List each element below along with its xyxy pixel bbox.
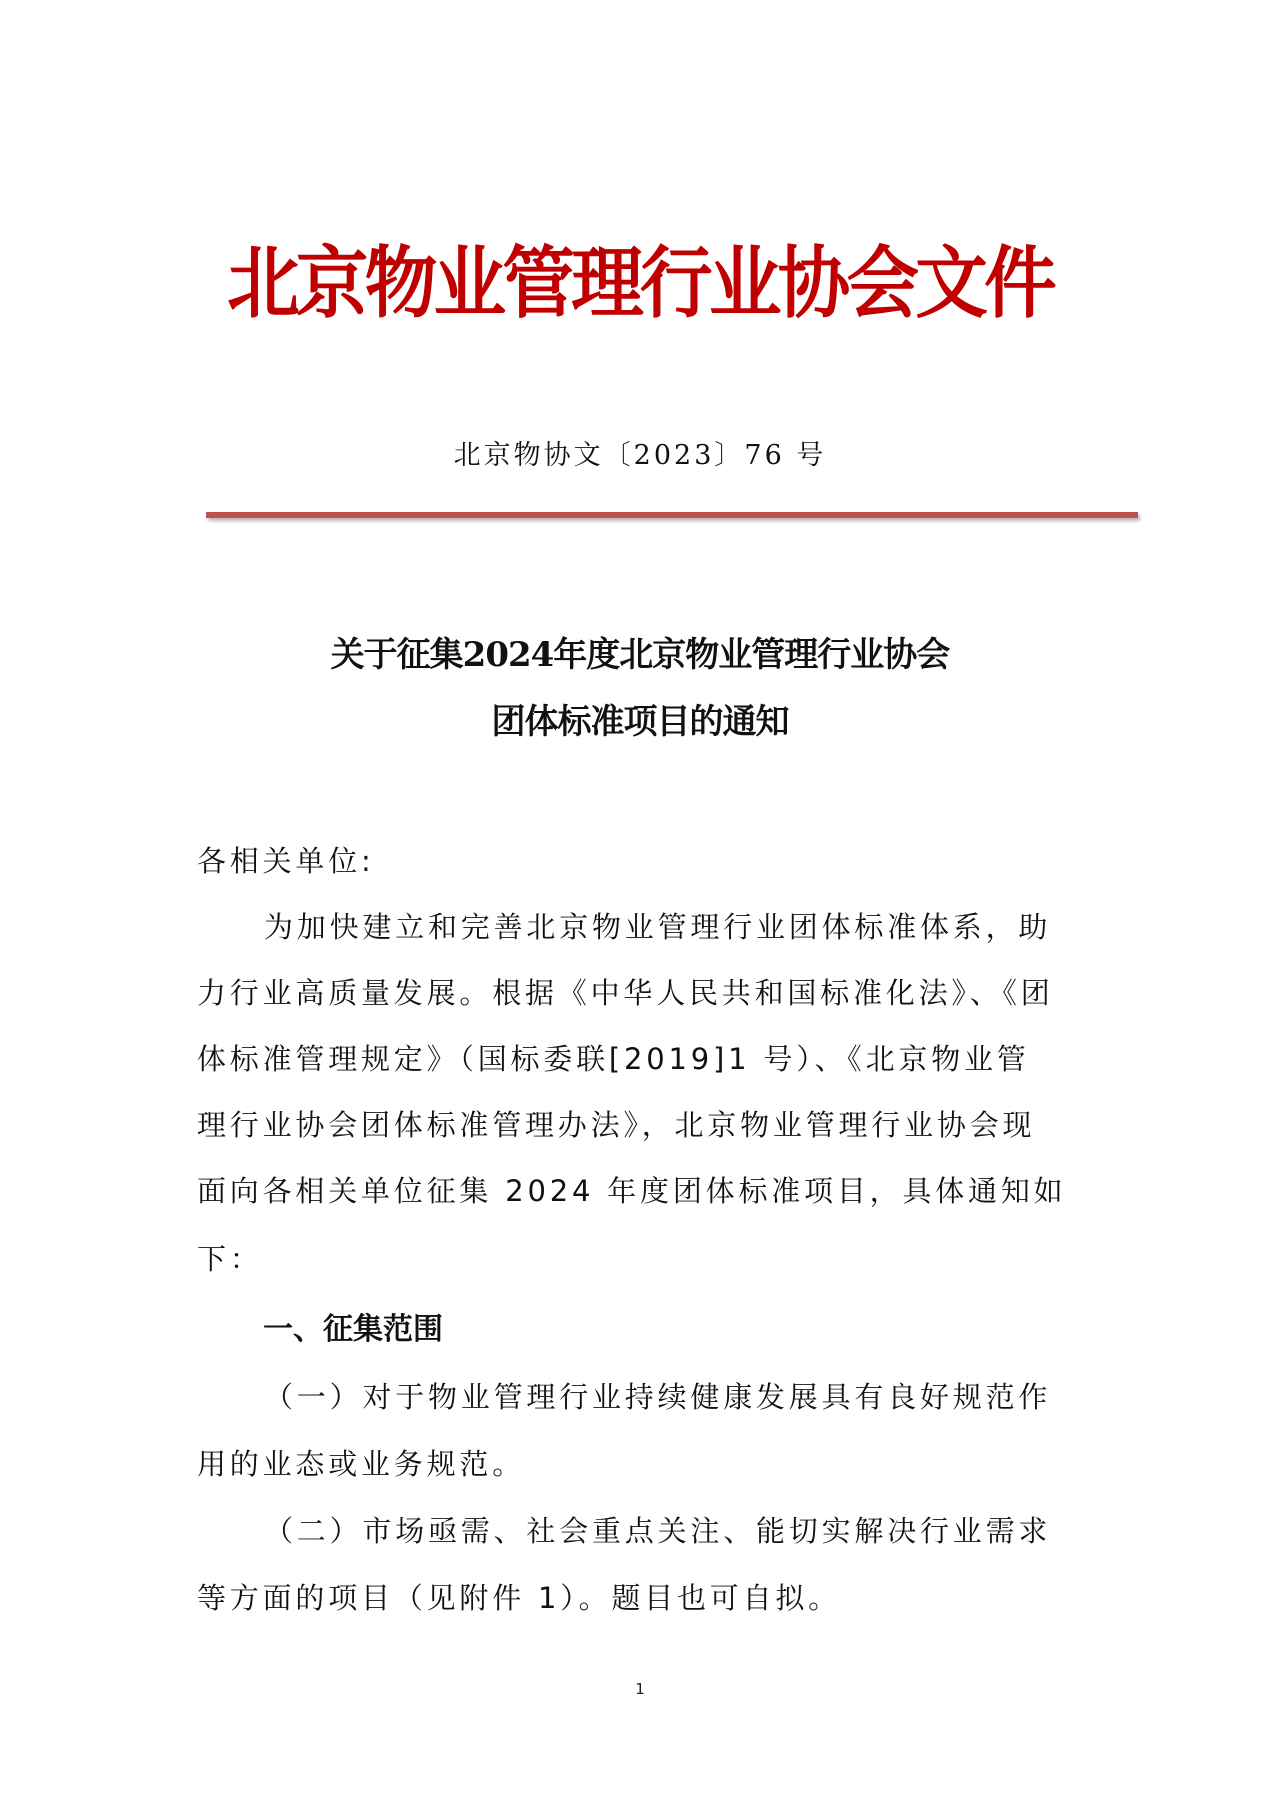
section-heading-collection-scope: 一、征集范围 xyxy=(263,1312,443,1347)
intro-paragraph-line: 体标准管理规定》（国标委联[2019]1 号）、《北京物业管 xyxy=(197,1042,1030,1076)
masthead-text: 北京物业管理行业协会文件 xyxy=(227,238,1053,329)
scope-item-2-line: 等方面的项目（见附件 1）。题目也可自拟。 xyxy=(197,1581,841,1615)
intro-paragraph-line: 为加快建立和完善北京物业管理行业团体标准体系，助 xyxy=(264,910,1052,944)
notice-title-line-1: 关于征集2024年度北京物业管理行业协会 xyxy=(330,635,950,675)
masthead-heading xyxy=(0,236,1280,332)
intro-paragraph-line: 下： xyxy=(197,1242,263,1276)
notice-title-line-2: 团体标准项目的通知 xyxy=(491,702,789,742)
red-divider-rule xyxy=(206,512,1138,518)
scope-item-2-line: （二）市场亟需、社会重点关注、能切实解决行业需求 xyxy=(264,1514,1052,1548)
salutation: 各相关单位: xyxy=(197,844,375,878)
intro-paragraph-line: 理行业协会团体标准管理办法》，北京物业管理行业协会现 xyxy=(197,1108,1036,1142)
scope-item-1-line: 用的业态或业务规范。 xyxy=(197,1447,526,1481)
intro-paragraph-line: 力行业高质量发展。根据《中华人民共和国标准化法》、《团 xyxy=(197,976,1054,1010)
intro-paragraph-line: 面向各相关单位征集 2024 年度团体标准项目，具体通知如 xyxy=(197,1174,1067,1208)
page-number: 1 xyxy=(635,1680,645,1698)
document-number: 北京物协文〔2023〕76 号 xyxy=(453,440,827,471)
scope-item-1-line: （一）对于物业管理行业持续健康发展具有良好规范作 xyxy=(264,1380,1052,1414)
